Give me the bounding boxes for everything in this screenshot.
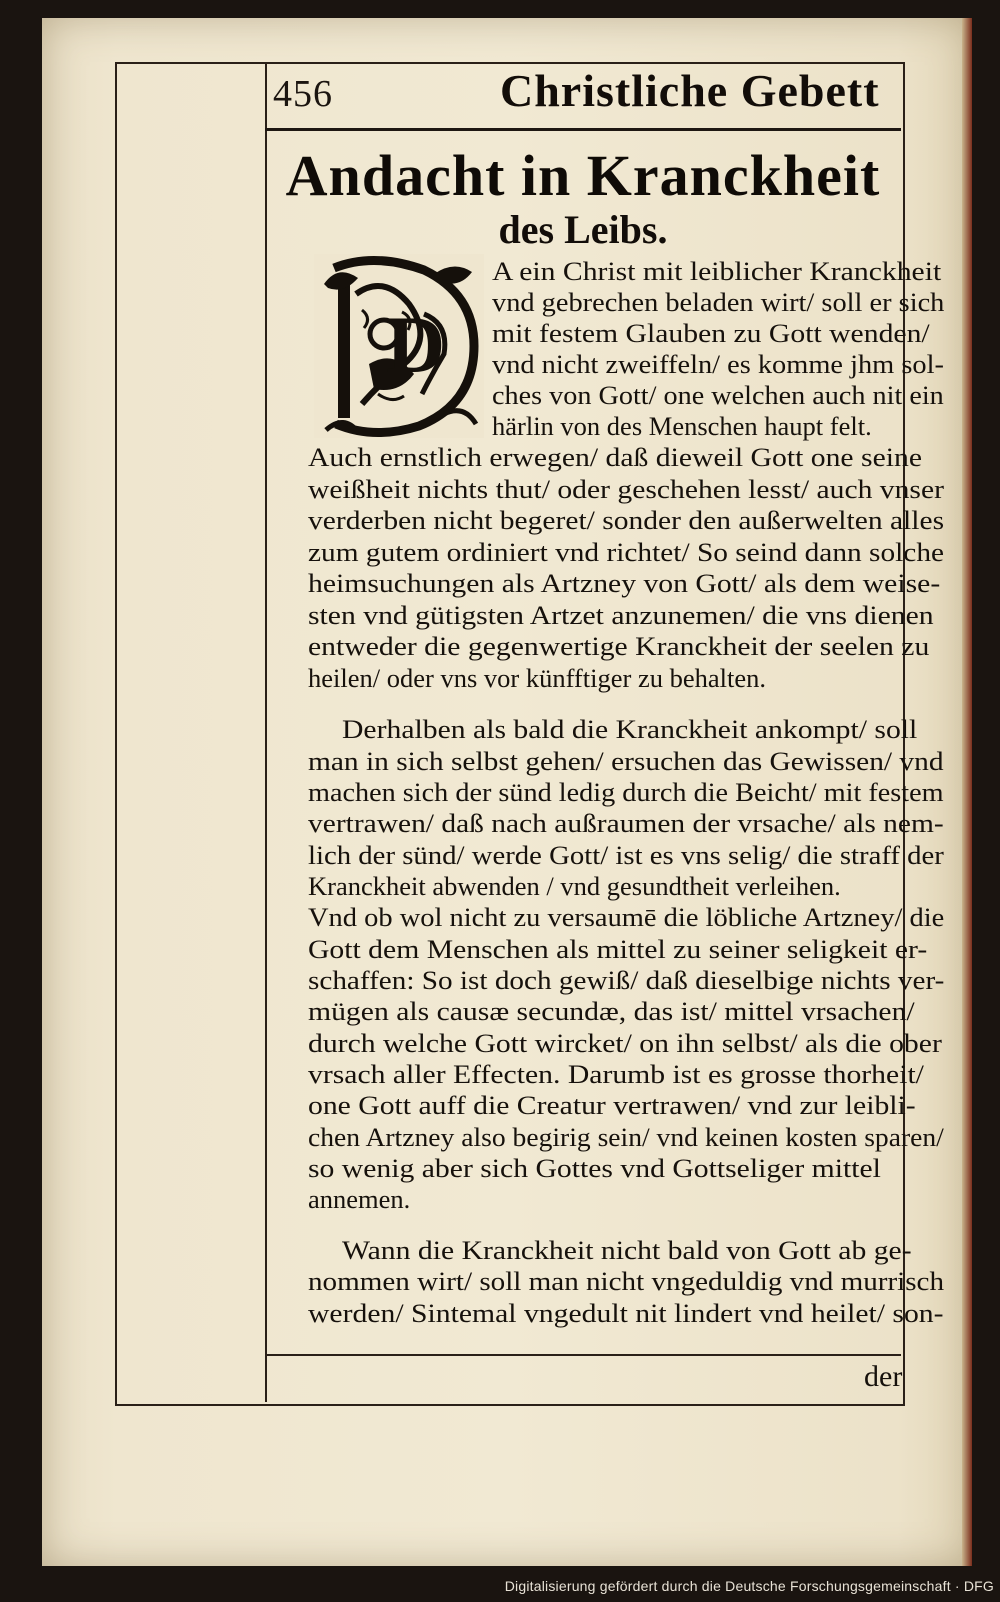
text-line: Wann die Kranckheit nicht bald von Gott ab ge- <box>342 1235 912 1265</box>
text-line: durch welche Gott wircket/ on ihn selbst/ als die ober <box>308 1028 942 1058</box>
text-line: Auch ernstlich erwegen/ daß dieweil Gott one seine <box>308 442 923 472</box>
text-line: man in sich selbst gehen/ ersuchen das Gewissen/ vnd <box>308 746 944 776</box>
text-line: werden/ Sintemal vngedult nit lindert vnd heilet/ son- <box>308 1298 944 1328</box>
text-line: verderben nicht begeret/ sonder den außerwelten alles <box>308 505 945 535</box>
text-line: vnd nicht zweiffeln/ es komme jhm sol- <box>492 349 944 379</box>
text-line: weißheit nichts thut/ oder geschehen lesst/ auch vnser <box>308 474 944 504</box>
text-line: heilen/ oder vns vor künfftiger zu behalten. <box>308 663 766 693</box>
text-line: mügen als causæ secundæ, das ist/ mittel vrsachen/ <box>308 996 915 1026</box>
section-subtitle: des Leibs. <box>498 207 668 252</box>
margin-column <box>115 62 267 1402</box>
text-line: schaffen: So ist doch gewiß/ daß dieselbige nichts ver- <box>308 965 945 995</box>
section-title: Andacht in Kranckheit <box>285 143 881 208</box>
decorated-initial-d <box>314 254 484 438</box>
text-line: heimsuchungen als Artzney von Gott/ als dem weise- <box>308 568 941 598</box>
digitization-credit: Digitalisierung gefördert durch die Deutsche Forschungsgemeinschaft · DFG <box>504 1578 994 1594</box>
text-line: A ein Christ mit leiblicher Kranckheit <box>492 256 942 286</box>
text-line: vertrawen/ daß nach außraumen der vrsache/ als nem- <box>308 808 944 838</box>
text-line: Kranckheit abwenden / vnd gesundtheit verleihen. <box>308 871 841 901</box>
text-line: machen sich der sünd ledig durch die Beicht/ mit festem <box>308 777 944 807</box>
text-line: annemen. <box>308 1184 411 1214</box>
text-line: entweder die gegenwertige Kranckheit der seelen zu <box>308 631 930 661</box>
text-line: härlin von des Menschen haupt felt. <box>492 411 872 441</box>
page-number: 456 <box>273 73 333 115</box>
text-line: zum gutem ordiniert vnd richtet/ So seind dann solche <box>308 537 945 567</box>
text-line: chen Artzney also begirig sein/ vnd keinen kosten sparen/ <box>308 1122 944 1152</box>
running-head: Christliche Gebett <box>500 65 880 116</box>
text-line: lich der sünd/ werde Gott/ ist es vns selig/ die straff der <box>308 840 944 870</box>
initial-letter: D <box>386 299 446 390</box>
catchword: der <box>864 1360 903 1393</box>
text-line: Gott dem Menschen als mittel zu seiner seligkeit er- <box>308 934 928 964</box>
text-line: Vnd ob wol nicht zu versaumē die löbliche Artzney/ die <box>308 902 945 932</box>
page-edge <box>962 18 972 1566</box>
text-line: nommen wirt/ soll man nicht vngeduldig vnd murrisch <box>308 1266 945 1296</box>
text-line: ches von Gott/ one welchen auch nit ein <box>492 380 944 410</box>
text-line: Derhalben als bald die Kranckheit ankompt/ soll <box>342 714 918 744</box>
text-line: one Gott auff die Creatur vertrawen/ vnd zur leibli- <box>308 1090 916 1120</box>
text-line: sten vnd gütigsten Artzet anzunemen/ die vns dienen <box>308 600 934 630</box>
header-rule <box>265 128 901 131</box>
text-line: vnd gebrechen beladen wirt/ soll er sich <box>492 287 945 317</box>
text-line: vrsach aller Effecten. Darumb ist es grosse thorheit/ <box>308 1059 924 1089</box>
bottom-rule <box>265 1354 901 1356</box>
text-line: so wenig aber sich Gottes vnd Gottseliger mittel <box>308 1153 881 1183</box>
text-line: mit festem Glauben zu Gott wenden/ <box>492 318 930 348</box>
